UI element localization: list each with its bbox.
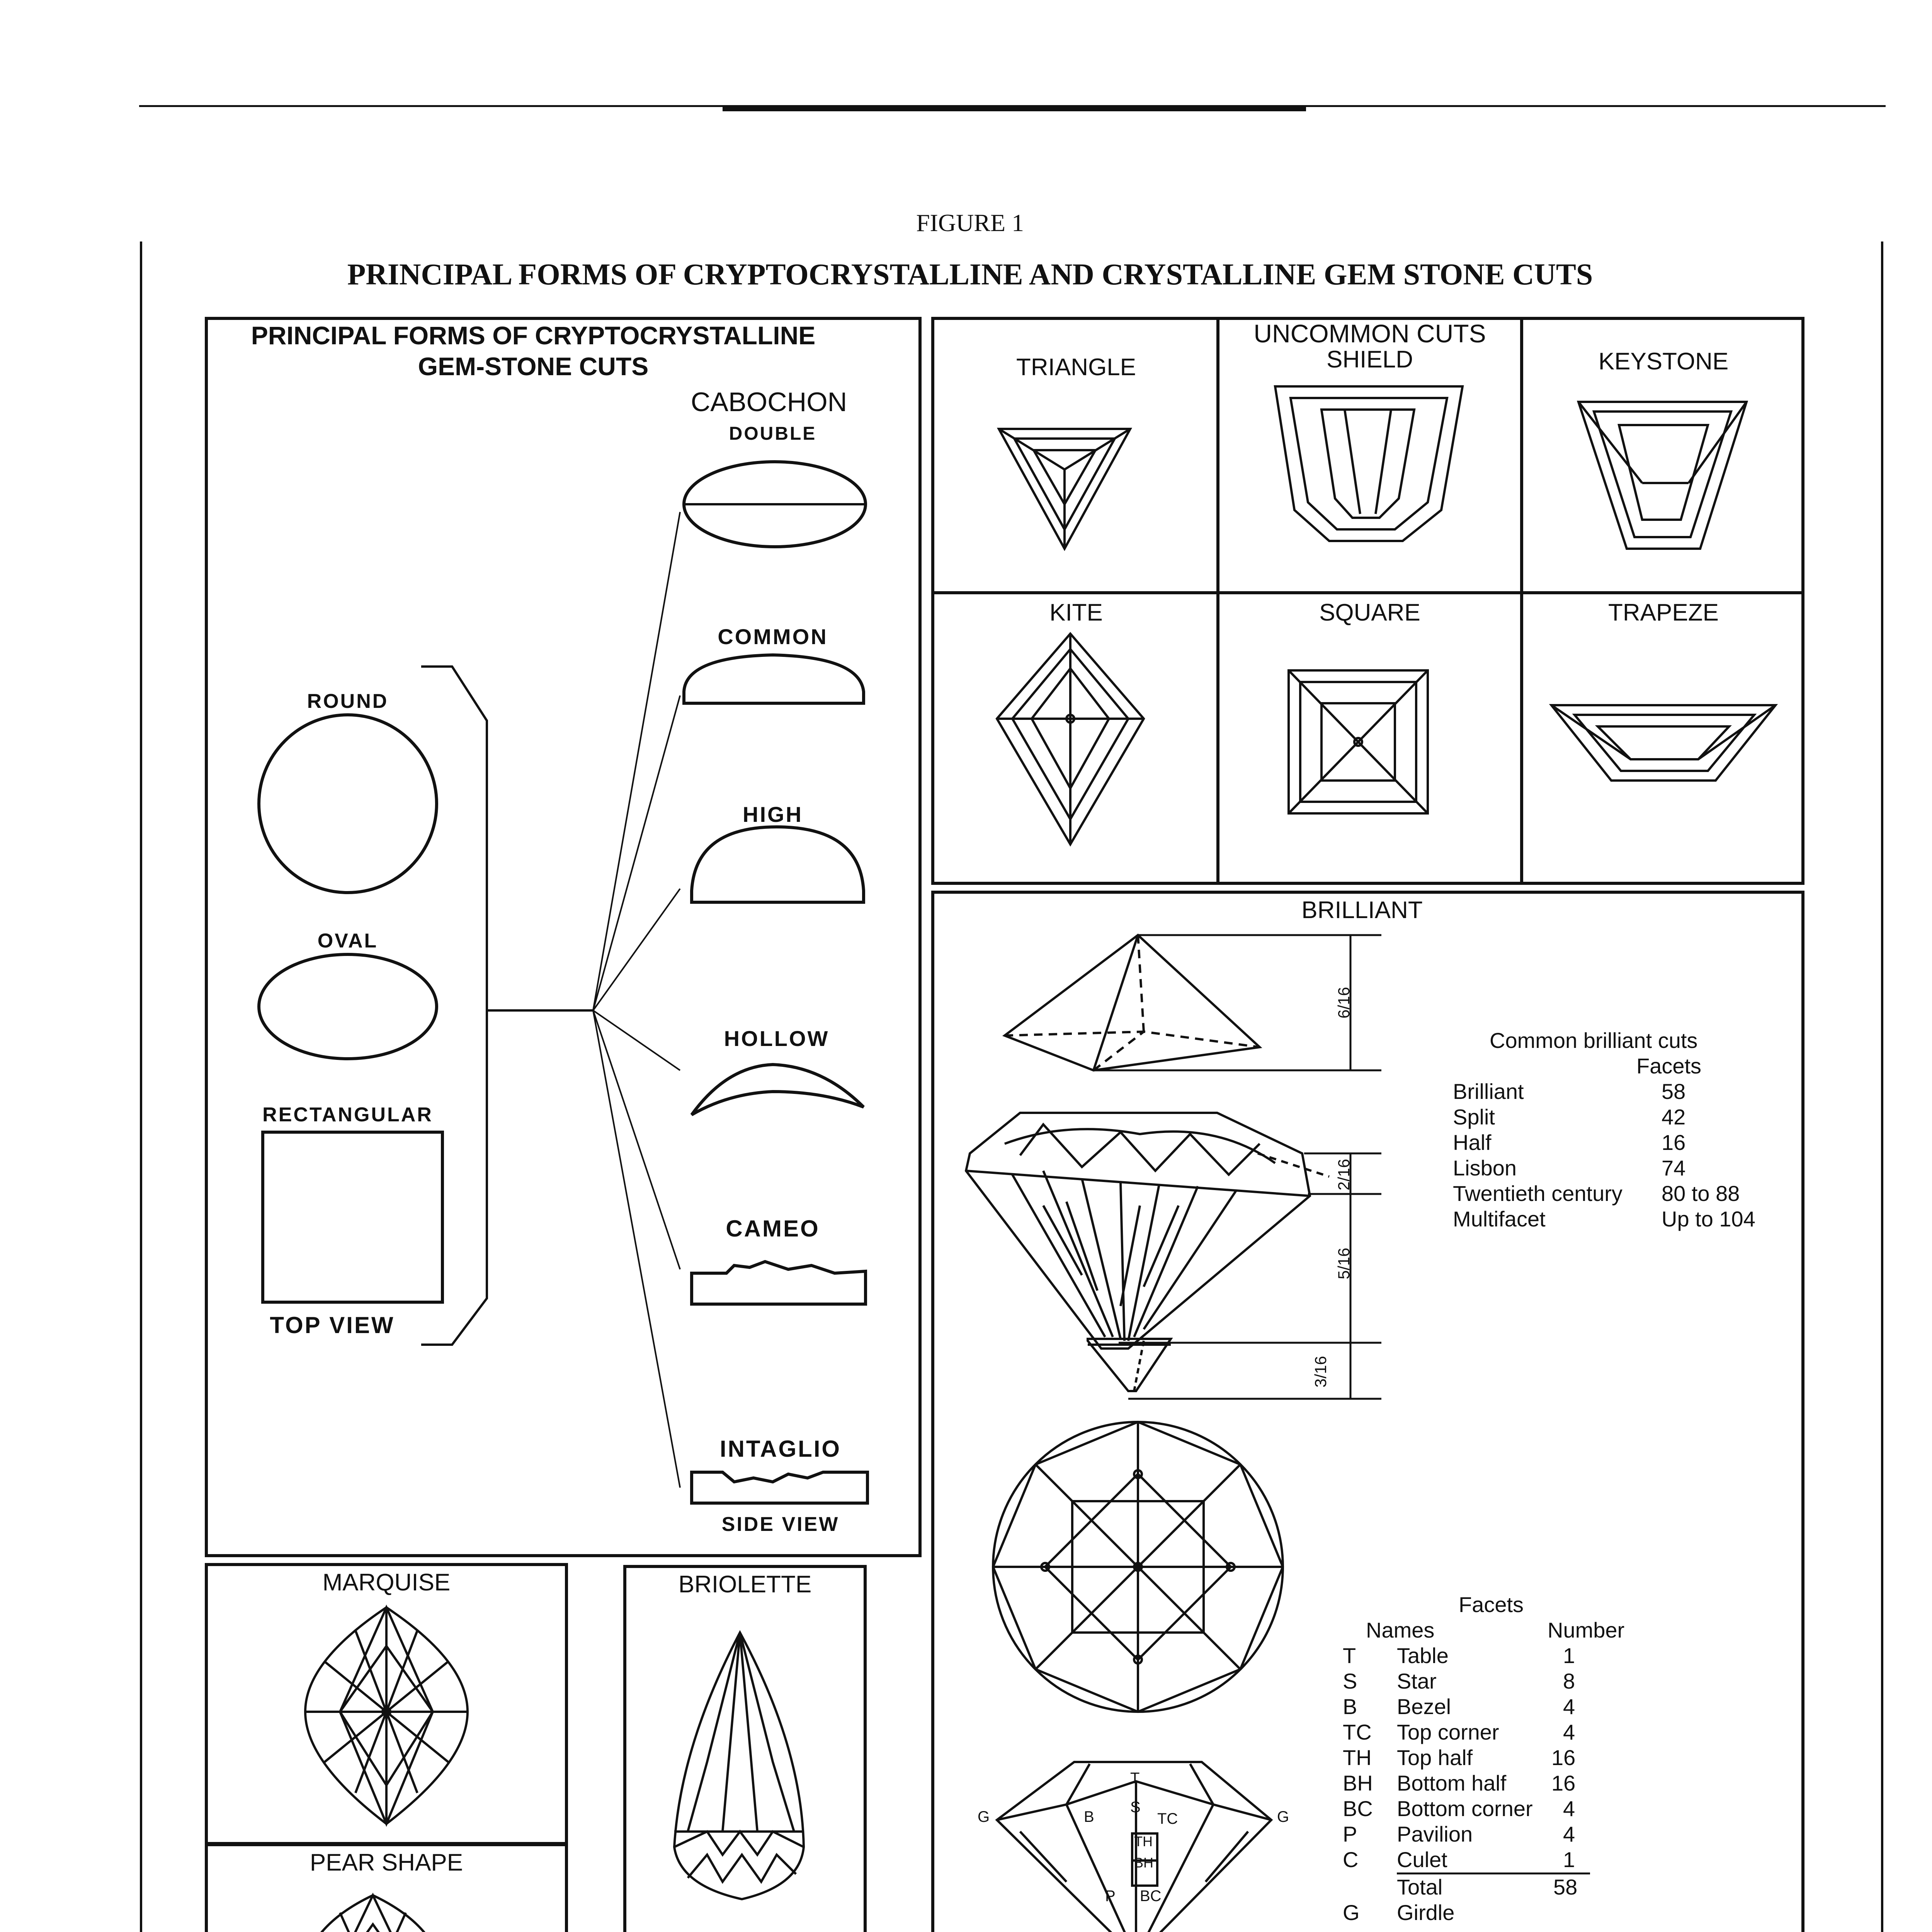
dim-5-den: 16 bbox=[1335, 1248, 1353, 1266]
marquise-label: MARQUISE bbox=[322, 1569, 451, 1596]
intaglio-label: INTAGLIO bbox=[719, 1436, 842, 1462]
double-label: DOUBLE bbox=[729, 423, 817, 444]
common-cut-row: Half 16 bbox=[1453, 1130, 1686, 1155]
facet-row: S Star 8 bbox=[1343, 1669, 1575, 1693]
dim-2-den: 16 bbox=[1335, 1159, 1353, 1177]
top-view-label: TOP VIEW bbox=[270, 1312, 395, 1338]
letter-tc: TC bbox=[1157, 1810, 1178, 1827]
square-label: SQUARE bbox=[1319, 599, 1420, 626]
trapeze-label: TRAPEZE bbox=[1608, 599, 1719, 626]
letter-s: S bbox=[1130, 1799, 1141, 1816]
shield-label: SHIELD bbox=[1327, 346, 1413, 373]
dim-6-num: 6 bbox=[1335, 1009, 1353, 1019]
letter-th: TH bbox=[1134, 1833, 1153, 1849]
cameo-label: CAMEO bbox=[726, 1216, 820, 1242]
dim-5-num: 5 bbox=[1335, 1270, 1353, 1279]
high-label: HIGH bbox=[743, 802, 803, 827]
common-cut-row: Lisbon 74 bbox=[1453, 1156, 1686, 1180]
letter-p: P bbox=[1105, 1888, 1116, 1905]
letter-g-right: G bbox=[1277, 1808, 1289, 1825]
dim-3-num: 3 bbox=[1311, 1378, 1330, 1388]
dimension-3-16: 3/16 bbox=[1311, 1356, 1330, 1388]
kite-label: KITE bbox=[1049, 599, 1103, 626]
round-label: ROUND bbox=[307, 690, 389, 713]
common-cuts-facets-header: Facets bbox=[1636, 1054, 1702, 1078]
facet-row: TC Top corner 4 bbox=[1343, 1720, 1575, 1744]
common-cut-row: Multifacet Up to 104 bbox=[1453, 1207, 1755, 1231]
dimension-6-16: 6/16 bbox=[1335, 987, 1353, 1019]
letter-g-left: G bbox=[978, 1808, 990, 1825]
briolette-label: BRIOLETTE bbox=[678, 1571, 812, 1598]
brilliant-heading: BRILLIANT bbox=[1301, 897, 1423, 923]
facet-row: T Table 1 bbox=[1343, 1643, 1575, 1668]
facets-col-names: Names bbox=[1366, 1618, 1435, 1642]
triangle-label: TRIANGLE bbox=[1016, 354, 1136, 381]
common-cut-row: Split 42 bbox=[1453, 1105, 1686, 1129]
facet-row: TH Top half 16 bbox=[1343, 1745, 1576, 1770]
facets-table-title: Facets bbox=[1459, 1592, 1524, 1617]
common-cuts-title: Common brilliant cuts bbox=[1490, 1028, 1698, 1053]
letter-bc: BC bbox=[1140, 1888, 1162, 1905]
dim-3-den: 16 bbox=[1311, 1356, 1330, 1374]
briolette-cut bbox=[674, 1633, 804, 1899]
uncommon-heading: UNCOMMON CUTS bbox=[1253, 319, 1486, 348]
letter-bh: BH bbox=[1134, 1855, 1154, 1871]
common-label: COMMON bbox=[718, 624, 828, 649]
pear-shape-cut bbox=[301, 1895, 444, 1932]
facet-row: BH Bottom half 16 bbox=[1343, 1771, 1576, 1795]
marquise-cut bbox=[305, 1607, 468, 1824]
side-view-label: SIDE VIEW bbox=[721, 1513, 840, 1536]
facet-row: B Bezel 4 bbox=[1343, 1694, 1575, 1719]
crypto-heading-line2: GEM-STONE CUTS bbox=[418, 352, 649, 381]
dim-2-num: 2 bbox=[1335, 1181, 1353, 1190]
facet-girdle-row: G Girdle bbox=[1343, 1900, 1455, 1925]
cabochon-label: CABOCHON bbox=[690, 387, 847, 417]
rectangular-label: RECTANGULAR bbox=[262, 1104, 433, 1126]
oval-label: OVAL bbox=[317, 930, 378, 952]
dimension-2-16: 2/16 bbox=[1335, 1159, 1353, 1190]
dim-6-den: 16 bbox=[1335, 987, 1353, 1005]
letter-t: T bbox=[1130, 1770, 1140, 1787]
crypto-heading-line1: PRINCIPAL FORMS OF CRYPTOCRYSTALLINE bbox=[251, 321, 816, 350]
common-cut-row: Brilliant 58 bbox=[1453, 1079, 1686, 1104]
dimension-5-16: 5/16 bbox=[1335, 1248, 1353, 1279]
facets-col-number: Number bbox=[1548, 1618, 1625, 1642]
facet-row: P Pavilion 4 bbox=[1343, 1822, 1575, 1846]
figure-label: FIGURE 1 bbox=[916, 209, 1024, 236]
figure-title: PRINCIPAL FORMS OF CRYPTOCRYSTALLINE AND CRYSTALLINE GEM STONE CUTS bbox=[347, 257, 1593, 291]
pear-label: PEAR SHAPE bbox=[310, 1849, 463, 1876]
facet-row: C Culet 1 bbox=[1343, 1847, 1575, 1872]
letter-b: B bbox=[1084, 1808, 1094, 1825]
hollow-label: HOLLOW bbox=[724, 1026, 830, 1051]
keystone-label: KEYSTONE bbox=[1598, 348, 1729, 375]
facet-total-row: Total 58 bbox=[1397, 1872, 1590, 1900]
common-cut-row: Twentieth century 80 to 88 bbox=[1453, 1181, 1740, 1206]
facet-row: BC Bottom corner 4 bbox=[1343, 1796, 1575, 1821]
